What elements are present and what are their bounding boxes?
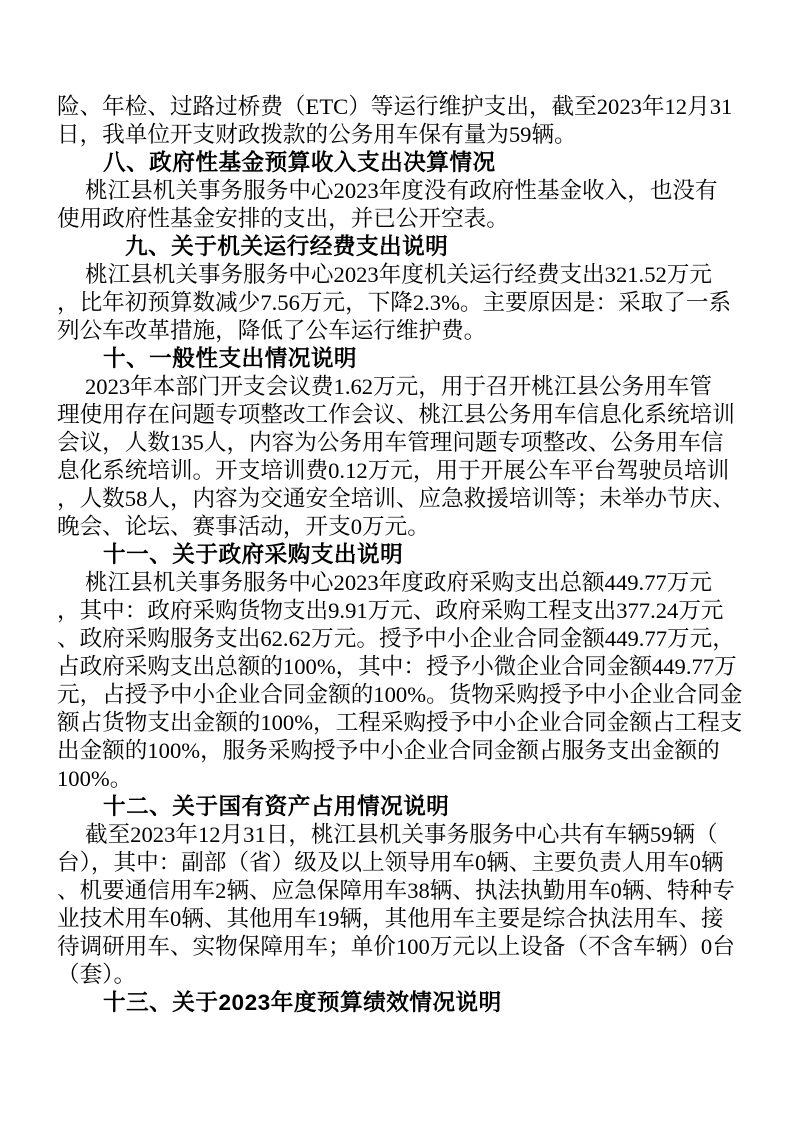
text-line: 元，占授予中小企业合同金额的100%。货物采购授予中小企业合同金 <box>57 682 743 707</box>
text-line: 业技术用车0辆、其他用车19辆，其他用车主要是综合执法用车、接 <box>57 906 724 931</box>
text-line: 息化系统培训。开支培训费0.12万元，用于开展公车平台驾驶员培训 <box>57 458 730 483</box>
text-line: 晚会、论坛、赛事活动，开支0万元。 <box>57 514 430 539</box>
text-line: （套）。 <box>57 962 137 987</box>
text-line: 桃江县机关事务服务中心2023年度政府采购支出总额449.77万元 <box>85 570 712 595</box>
document-text <box>57 93 747 1017</box>
text-line: 日，我单位开支财政拨款的公务用车保有量为59辆。 <box>57 122 577 147</box>
text-line: 使用政府性基金安排的支出，并已公开空表。 <box>57 206 509 231</box>
text-line: ，人数58人，内容为交通安全培训、应急救援培训等；未举办节庆、 <box>57 486 735 511</box>
text-line: 列公车改革措施，降低了公车运行维护费。 <box>57 318 487 343</box>
text-line: 险、年检、过路过桥费（ETC）等运行维护支出，截至2023年12月31 <box>57 94 733 119</box>
text-line: 截至2023年12月31日，桃江县机关事务服务中心共有车辆59辆（ <box>85 822 718 847</box>
text-line: 理使用存在问题专项整改工作会议、桃江县公务用车信息化系统培训 <box>57 402 735 427</box>
section-heading: 八、政府性基金预算收入支出决算情况 <box>103 150 496 175</box>
text-line: 、政府采购服务支出62.62万元。授予中小企业合同金额449.77万元， <box>57 626 735 651</box>
section-heading: 十、一般性支出情况说明 <box>103 346 358 371</box>
text-line: 额占货物支出金额的100%，工程采购授予中小企业合同金额占工程支 <box>57 710 743 735</box>
text-line: 占政府采购支出总额的100%，其中：授予小微企业合同金额449.77万 <box>57 654 737 679</box>
text-line: 会议，人数135人，内容为公务用车管理问题专项整改、公务用车信 <box>57 430 724 455</box>
text-line: ，其中：政府采购货物支出9.91万元、政府采购工程支出377.24万元 <box>57 598 724 623</box>
text-line: 、机要通信用车2辆、应急保障用车38辆、执法执勤用车0辆、特种专 <box>57 878 735 903</box>
text-line: 待调研用车、实物保障用车；单价100万元以上设备（不含车辆）0台 <box>57 934 735 959</box>
text-line: 桃江县机关事务服务中心2023年度机关运行经费支出321.52万元 <box>85 262 712 287</box>
text-line: 出金额的100%，服务采购授予中小企业合同金额占服务支出金额的 <box>57 738 720 763</box>
text-line: 台），其中：副部（省）级及以上领导用车0辆、主要负责人用车0辆 <box>57 850 724 875</box>
section-heading: 十二、关于国有资产占用情况说明 <box>103 794 450 819</box>
text-line: 2023年本部门开支会议费1.62万元，用于召开桃江县公务用车管 <box>85 374 712 399</box>
section-heading: 十三、关于2023年度预算绩效情况说明 <box>103 990 502 1015</box>
text-line: ，比年初预算数减少7.56万元，下降2.3%。主要原因是：采取了一系 <box>57 290 732 315</box>
text-line: 桃江县机关事务服务中心2023年度没有政府性基金收入，也没有 <box>85 178 718 203</box>
section-heading: 九、关于机关运行经费支出说明 <box>125 234 449 259</box>
text-line: 100%。 <box>57 766 133 791</box>
section-heading: 十一、关于政府采购支出说明 <box>103 542 404 567</box>
